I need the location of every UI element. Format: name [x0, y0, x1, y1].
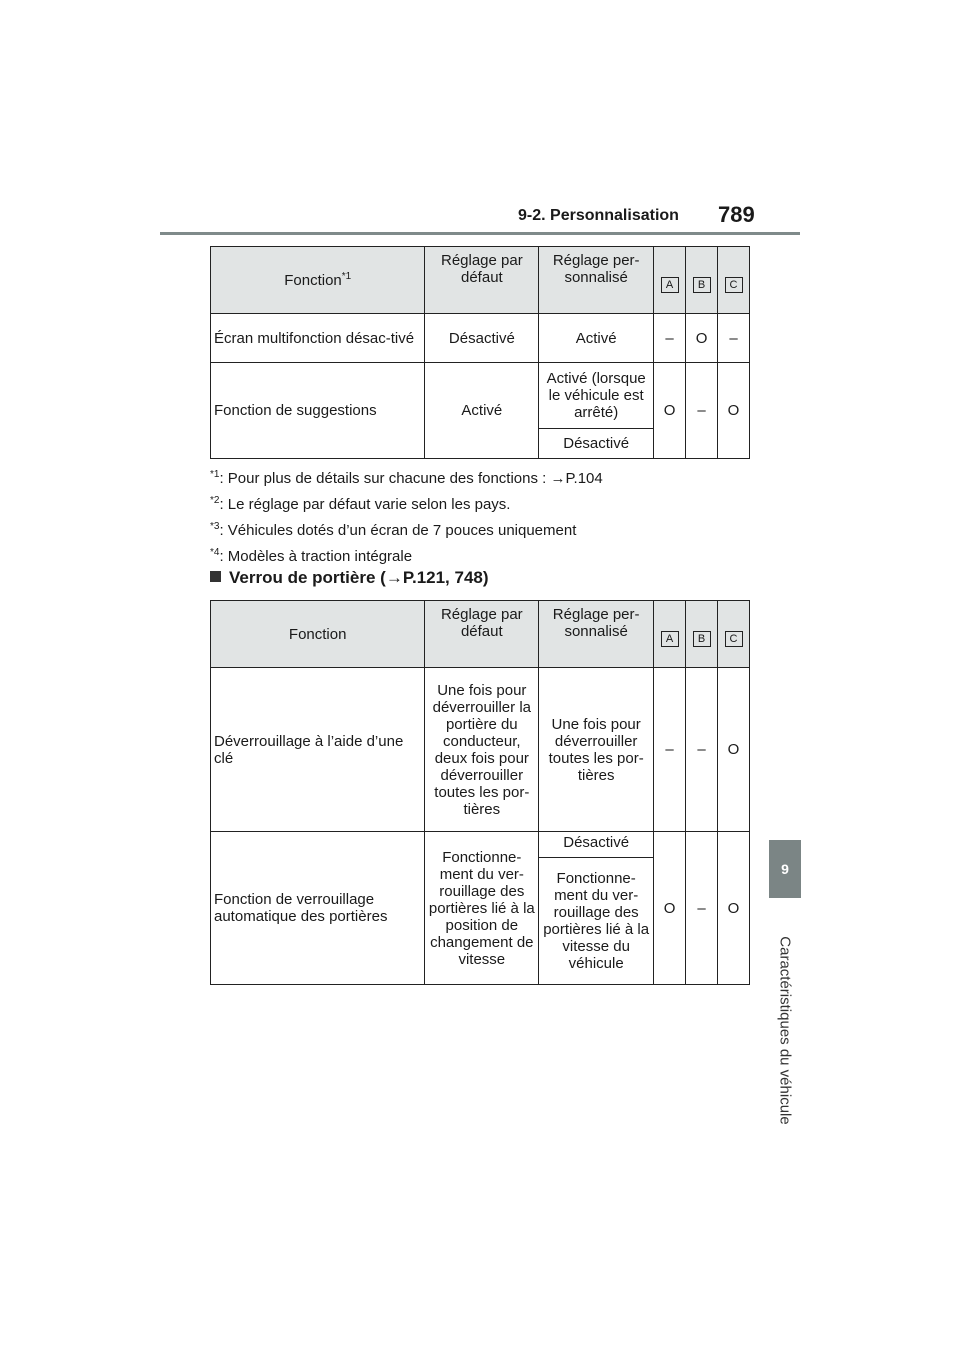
column-header-c — [718, 247, 750, 314]
section-heading: 9-2. Personnalisation — [518, 207, 679, 224]
table-cell-c: O — [718, 363, 750, 459]
page-number: 789 — [718, 202, 755, 227]
column-header-b — [686, 601, 718, 668]
table-cell-function: Fonction de suggestions — [211, 363, 425, 459]
table-cell-function: Fonction de verrouillage automatique des portières — [211, 832, 425, 985]
chapter-label — [770, 908, 800, 1153]
footnote — [210, 462, 603, 488]
table-cell-default: Désactivé — [425, 314, 539, 363]
column-header-default: Réglage par défaut — [425, 247, 539, 314]
table-cell-a: – — [654, 668, 686, 832]
table-cell-b: – — [686, 363, 718, 459]
column-header-default: Réglage par défaut — [425, 601, 539, 668]
settings-table-2 — [210, 600, 750, 985]
footnote-text: : Modèles à traction intégrale — [219, 548, 413, 565]
section-title: Verrou de portière (→P.121, 748) — [210, 568, 489, 588]
column-header-custom: Réglage per-sonnalisé — [539, 247, 654, 314]
label-c: C — [725, 277, 743, 293]
label-c: C — [725, 631, 743, 647]
column-header-custom: Réglage per-sonnalisé — [539, 601, 654, 668]
square-bullet-icon — [210, 571, 221, 582]
table-cell-b: – — [686, 832, 718, 985]
table-cell-c: O — [718, 832, 750, 985]
table-cell-a: O — [654, 363, 686, 459]
table-cell-c: O — [718, 668, 750, 832]
footnote-mark: *2 — [210, 495, 220, 506]
column-header-function: Fonction$^{*1}$ — [211, 247, 425, 314]
settings-table-1 — [210, 246, 750, 459]
footnote-text: : Pour plus de détails sur chacune des fonctions : →P.104 — [219, 470, 603, 487]
table-cell-a: O — [654, 832, 686, 985]
table-cell-custom: Une fois pour déverrouiller toutes les por-tières — [539, 668, 654, 832]
chapter-tab: 9 — [769, 840, 801, 898]
chapter-label-text: Caractéristiques du véhicule — [776, 936, 794, 1125]
table-cell-custom: Fonctionne-ment du ver-rouillage des portières lié à la vitesse du véhicule — [539, 858, 654, 985]
footnote — [210, 540, 603, 566]
table-cell-custom: Activé (lorsque le véhicule est arrêté) — [539, 363, 654, 429]
header-divider — [160, 232, 800, 235]
label-a: A — [661, 277, 679, 293]
table-cell-default: Une fois pour déverrouiller la portière du conducteur, deux fois pour déverrouiller toutes les por-tières — [425, 668, 539, 832]
footnote-mark: *4 — [210, 547, 220, 558]
table-cell-custom: Désactivé — [539, 832, 654, 858]
table-cell-default: Fonctionne-ment du ver-rouillage des portières lié à la position de changement de vitesse — [425, 832, 539, 985]
table-cell-default: Activé — [425, 363, 539, 459]
footnote-mark: *1 — [210, 469, 220, 480]
label-b: B — [693, 631, 711, 647]
table-cell-b: – — [686, 668, 718, 832]
table-cell-c: – — [718, 314, 750, 363]
table-cell-function: Écran multifonction désac-tivé — [211, 314, 425, 363]
footnote — [210, 488, 603, 514]
footnote-text: : Véhicules dotés d’un écran de 7 pouces uniquement — [219, 522, 577, 539]
column-header-b — [686, 247, 718, 314]
table-cell-b: O — [686, 314, 718, 363]
table-cell-custom: Activé — [539, 314, 654, 363]
footnotes — [210, 462, 603, 566]
footnote-text: : Le réglage par défaut varie selon les pays. — [219, 496, 511, 513]
column-header-a — [654, 247, 686, 314]
footnote-mark: *1 — [341, 271, 352, 282]
footnote-mark: *3 — [210, 521, 220, 532]
column-header-a — [654, 601, 686, 668]
column-header-c — [718, 601, 750, 668]
table-cell-a: – — [654, 314, 686, 363]
label-b: B — [693, 277, 711, 293]
footnote — [210, 514, 603, 540]
column-header-function: Fonction — [211, 601, 425, 668]
table-cell-custom: Désactivé — [539, 429, 654, 459]
label-a: A — [661, 631, 679, 647]
table-cell-function: Déverrouillage à l’aide d’une clé — [211, 668, 425, 832]
